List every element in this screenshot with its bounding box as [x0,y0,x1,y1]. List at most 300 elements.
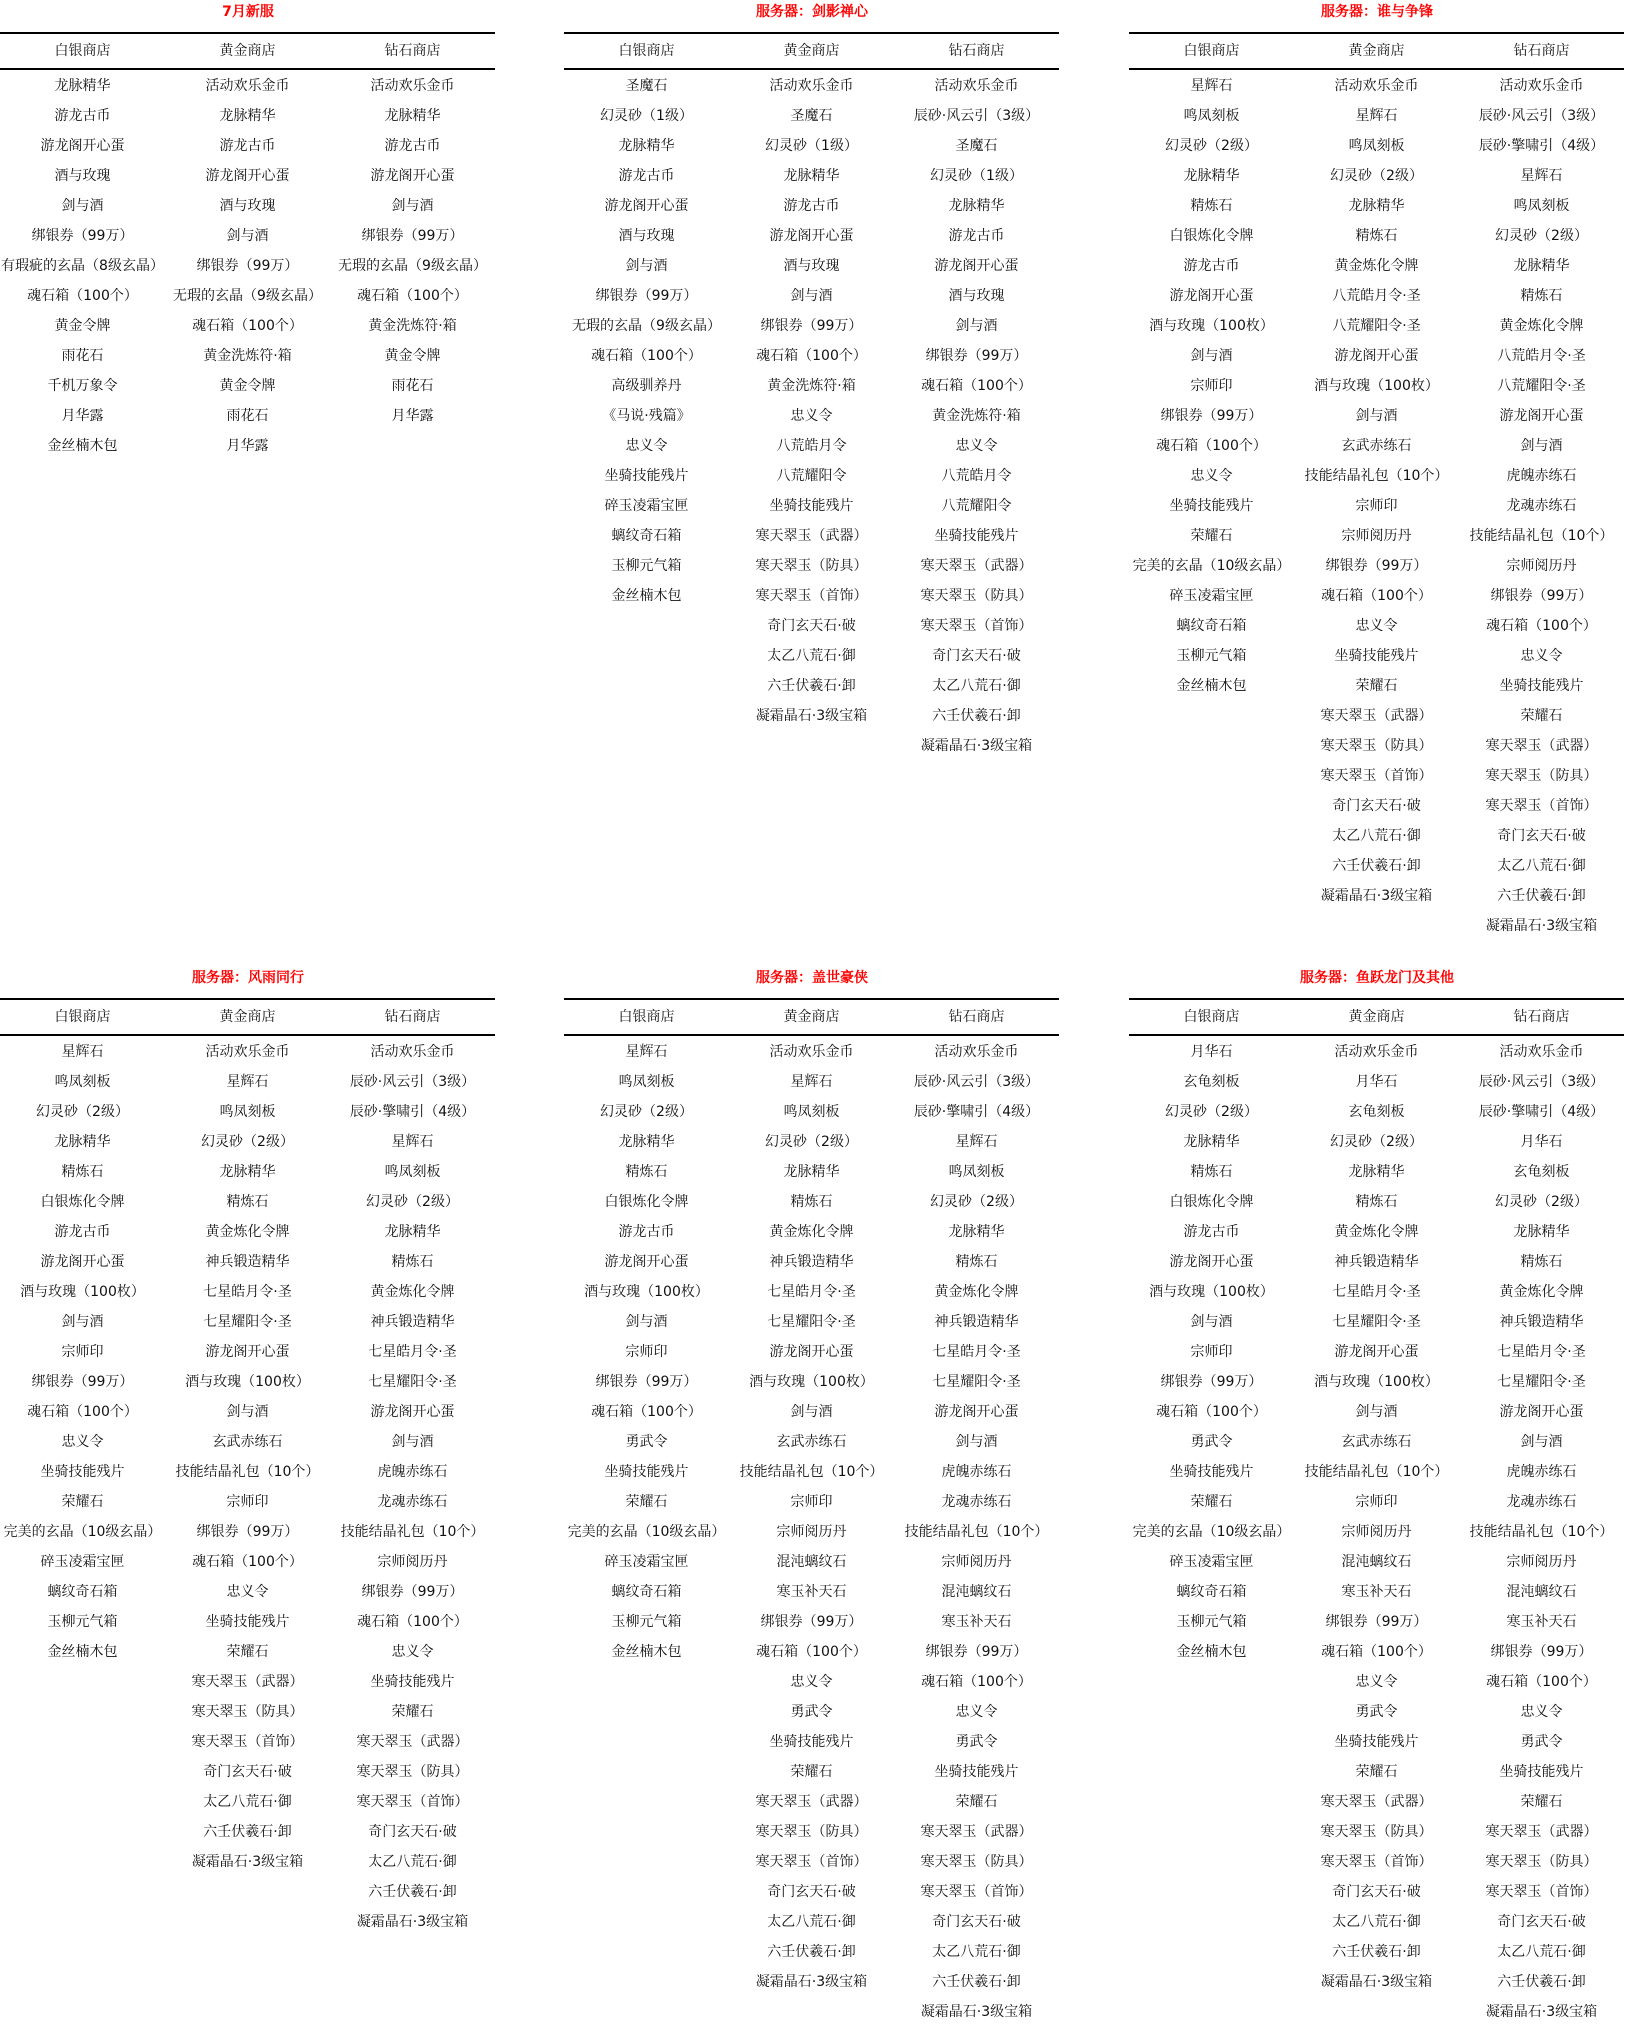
list-item: 寒玉补天石 [776,1584,847,1600]
list-item: 坐骑技能残片 [604,468,689,484]
list-item: 忠义令 [955,1704,998,1720]
list-item: 剑与酒 [1520,438,1563,454]
list-item: 宗师印 [61,1344,104,1360]
list-item: 技能结晶礼包（10个） [175,1464,320,1480]
gold-shop-item-list [1294,70,1459,911]
list-item: 奇门玄天石·破 [1332,1884,1421,1900]
list-item: 完美的玄晶（10级玄晶） [567,1524,726,1540]
list-item: 龙脉精华 [1348,198,1405,214]
list-item: 六壬伏羲石·卸 [932,708,1021,724]
list-item: 太乙八荒石·御 [368,1854,457,1870]
list-item: 六壬伏羲石·卸 [767,1944,856,1960]
gold-shop-column [729,32,894,761]
list-item: 剑与酒 [391,198,434,214]
list-item: 龙脉精华 [54,78,111,94]
list-item: 七星皓月令·圣 [1332,1284,1421,1300]
list-item: 螭纹奇石箱 [611,528,682,544]
list-item: 龙脉精华 [1513,258,1570,274]
list-item: 有瑕疵的玄晶（8级玄晶） [1,258,164,274]
list-item: 鸣凤刻板 [618,1074,675,1090]
list-item: 高级驯养丹 [611,378,682,394]
silver-shop-column [564,998,729,2027]
shop-columns [564,32,1060,761]
list-item: 龙脉精华 [1183,1134,1240,1150]
list-item: 剑与酒 [226,228,269,244]
list-item: 寒玉补天石 [1341,1584,1412,1600]
list-item: 六壬伏羲石·卸 [1332,1944,1421,1960]
list-item: 星辉石 [955,1134,998,1150]
list-item: 雨花石 [61,348,104,364]
list-item: 活动欢乐金币 [934,1044,1019,1060]
list-item: 游龙阁开心蛋 [1169,288,1254,304]
list-item: 魂石箱（100个） [1156,438,1267,454]
list-item: 荣耀石 [1190,528,1233,544]
list-item: 游龙阁开心蛋 [370,168,455,184]
list-item: 游龙阁开心蛋 [934,1404,1019,1420]
list-item: 星辉石 [625,1044,668,1060]
gold-shop-column [729,998,894,2027]
silver-shop-header: 白银商店 [564,998,729,1036]
diamond-shop-column [894,998,1059,2027]
list-item: 坐骑技能残片 [40,1464,125,1480]
list-item: 游龙古币 [948,228,1005,244]
gold-shop-item-list [729,1036,894,1997]
list-item: 七星皓月令·圣 [368,1344,457,1360]
silver-shop-item-list [564,1036,729,1667]
panel-july-new-server [0,2,496,461]
list-item: 寒天翠玉（防具） [755,1824,868,1840]
list-item: 忠义令 [1355,1674,1398,1690]
list-item: 玄武赤练石 [1341,1434,1412,1450]
list-item: 精炼石 [1355,1194,1398,1210]
list-item: 玄武赤练石 [776,1434,847,1450]
list-item: 黄金洗炼符·箱 [767,378,856,394]
list-item: 龙脉精华 [1513,1224,1570,1240]
list-item: 剑与酒 [1520,1434,1563,1450]
silver-shop-column [1129,998,1294,2027]
list-item: 剑与酒 [61,1314,104,1330]
list-item: 混沌螭纹石 [941,1584,1012,1600]
list-item: 七星皓月令·圣 [1497,1344,1586,1360]
list-item: 魂石箱（100个） [1156,1404,1267,1420]
diamond-shop-item-list [330,70,495,431]
list-item: 七星耀阳令·圣 [1332,1314,1421,1330]
list-item: 寒天翠玉（防具） [1485,1854,1598,1870]
gold-shop-column [1294,998,1459,2027]
list-item: 鸣凤刻板 [54,1074,111,1090]
gold-shop-column [1294,32,1459,941]
list-item: 酒与玫瑰 [219,198,276,214]
list-item: 黄金洗炼符·箱 [368,318,457,334]
list-item: 游龙古币 [1183,258,1240,274]
list-item: 寒天翠玉（防具） [1320,1824,1433,1840]
list-item: 魂石箱（100个） [591,348,702,364]
diamond-shop-item-list [1459,70,1624,941]
list-item: 寒天翠玉（武器） [1485,738,1598,754]
list-item: 酒与玫瑰（100枚） [1314,378,1439,394]
list-item: 幻灵砂（2级） [1495,228,1588,244]
list-item: 太乙八荒石·御 [767,1914,856,1930]
list-item: 剑与酒 [955,1434,998,1450]
list-item: 宗师印 [226,1494,269,1510]
diamond-shop-header: 钻石商店 [1459,998,1624,1036]
silver-shop-item-list [1129,70,1294,701]
list-item: 魂石箱（100个） [756,348,867,364]
list-item: 黄金令牌 [54,318,111,334]
list-item: 技能结晶礼包（10个） [1304,1464,1449,1480]
list-item: 坐骑技能残片 [1499,1764,1584,1780]
list-item: 月华露 [61,408,104,424]
list-item: 八荒耀阳令·圣 [1497,378,1586,394]
list-item: 寒玉补天石 [941,1614,1012,1630]
list-item: 玄龟刻板 [1513,1164,1570,1180]
list-item: 忠义令 [1190,468,1233,484]
list-item: 星辉石 [790,1074,833,1090]
list-item: 荣耀石 [1355,678,1398,694]
panel-server-shui-yu-zhengfeng [1129,2,1625,941]
list-item: 寒天翠玉（武器） [1485,1824,1598,1840]
list-item: 绑银券（99万） [31,1374,134,1390]
list-item: 《马说·残篇》 [602,408,691,424]
list-item: 魂石箱（100个） [921,1674,1032,1690]
list-item: 无瑕的玄晶（9级玄晶） [572,318,721,334]
list-item: 黄金洗炼符·箱 [932,408,1021,424]
list-item: 黄金炼化令牌 [1334,258,1419,274]
silver-shop-header: 白银商店 [564,32,729,70]
list-item: 凝霜晶石·3级宝箱 [1485,918,1598,934]
panel-title: 服务器：风雨同行 [192,970,304,986]
list-item: 雨花石 [391,378,434,394]
list-item: 精炼石 [1190,1164,1233,1180]
silver-shop-item-list [0,70,165,461]
diamond-shop-column [330,32,495,461]
silver-shop-column [0,998,165,1937]
list-item: 魂石箱（100个） [1486,618,1597,634]
list-item: 活动欢乐金币 [934,78,1019,94]
list-item: 凝霜晶石·3级宝箱 [356,1914,469,1930]
list-item: 忠义令 [790,408,833,424]
list-item: 六壬伏羲石·卸 [1332,858,1421,874]
list-item: 星辉石 [226,1074,269,1090]
list-item: 幻灵砂（2级） [1495,1194,1588,1210]
list-item: 凝霜晶石·3级宝箱 [1320,888,1433,904]
list-item: 七星皓月令·圣 [203,1284,292,1300]
list-item: 龙脉精华 [384,108,441,124]
list-item: 辰砂·擎啸引（4级） [349,1104,476,1120]
list-item: 游龙阁开心蛋 [769,1344,854,1360]
list-item: 荣耀石 [1520,1794,1563,1810]
list-item: 寒天翠玉（防具） [920,1854,1033,1870]
list-item: 黄金洗炼符·箱 [203,348,292,364]
list-item: 剑与酒 [1190,1314,1233,1330]
silver-shop-header: 白银商店 [1129,32,1294,70]
list-item: 鸣凤刻板 [1513,198,1570,214]
shop-columns [0,998,496,1937]
list-item: 雨花石 [226,408,269,424]
panel-server-yuyue-longmen [1129,968,1625,2027]
diamond-shop-header: 钻石商店 [330,32,495,70]
list-item: 宗师印 [1190,378,1233,394]
list-item: 虎魄赤练石 [377,1464,448,1480]
list-item: 六壬伏羲石·卸 [767,678,856,694]
gold-shop-header: 黄金商店 [1294,998,1459,1036]
list-item: 寒天翠玉（首饰） [920,1884,1033,1900]
list-item: 寒天翠玉（武器） [1320,1794,1433,1810]
list-item: 寒天翠玉（首饰） [755,1854,868,1870]
diamond-shop-header: 钻石商店 [894,32,1059,70]
list-item: 玉柳元气箱 [1176,648,1247,664]
list-item: 荣耀石 [1520,708,1563,724]
list-item: 圣魔石 [790,108,833,124]
list-item: 活动欢乐金币 [1499,1044,1584,1060]
list-item: 活动欢乐金币 [1334,78,1419,94]
list-item: 游龙阁开心蛋 [769,228,854,244]
list-item: 剑与酒 [955,318,998,334]
panel-server-jianying-chanxin [564,2,1060,761]
list-item: 活动欢乐金币 [1499,78,1584,94]
list-item: 宗师阅历丹 [377,1554,448,1570]
list-item: 幻灵砂（2级） [36,1104,129,1120]
list-item: 黄金炼化令牌 [769,1224,854,1240]
panel-title: 服务器：盖世豪侠 [756,970,868,986]
list-item: 寒天翠玉（武器） [356,1734,469,1750]
list-item: 游龙阁开心蛋 [934,258,1019,274]
list-item: 圣魔石 [955,138,998,154]
list-item: 活动欢乐金币 [370,78,455,94]
silver-shop-item-list [564,70,729,611]
list-item: 游龙古币 [384,138,441,154]
list-item: 奇门玄天石·破 [1497,828,1586,844]
list-item: 绑银券（99万） [1490,588,1593,604]
list-item: 剑与酒 [391,1434,434,1450]
list-item: 寒天翠玉（武器） [1320,708,1433,724]
list-item: 鸣凤刻板 [783,1104,840,1120]
list-item: 绑银券（99万） [1490,1644,1593,1660]
list-item: 荣耀石 [391,1704,434,1720]
list-item: 碎玉凌霜宝匣 [1169,1554,1254,1570]
list-item: 游龙阁开心蛋 [205,168,290,184]
list-item: 寒天翠玉（防具） [920,588,1033,604]
list-item: 幻灵砂（2级） [600,1104,693,1120]
list-item: 龙脉精华 [384,1224,441,1240]
list-item: 七星皓月令·圣 [767,1284,856,1300]
list-item: 技能结晶礼包（10个） [1304,468,1449,484]
list-item: 螭纹奇石箱 [1176,1584,1247,1600]
shop-columns [1129,32,1625,941]
list-item: 游龙阁开心蛋 [40,138,125,154]
list-item: 圣魔石 [625,78,668,94]
list-item: 绑银券（99万） [196,258,299,274]
list-item: 坐骑技能残片 [205,1614,290,1630]
list-item: 寒天翠玉（防具） [1485,768,1598,784]
panel-title: 7月新服 [222,4,274,20]
list-item: 游龙阁开心蛋 [1334,348,1419,364]
list-item: 酒与玫瑰 [783,258,840,274]
list-item: 辰砂·风云引（3级） [349,1074,476,1090]
list-item: 鸣凤刻板 [948,1164,1005,1180]
list-item: 幻灵砂（2级） [366,1194,459,1210]
list-item: 八荒皓月令·圣 [1497,348,1586,364]
list-item: 混沌螭纹石 [1506,1584,1577,1600]
list-item: 魂石箱（100个） [357,288,468,304]
list-item: 龙脉精华 [54,1134,111,1150]
list-item: 八荒耀阳令 [776,468,847,484]
list-item: 奇门玄天石·破 [368,1824,457,1840]
list-item: 无瑕的玄晶（9级玄晶） [173,288,322,304]
list-item: 金丝楠木包 [47,438,118,454]
list-item: 魂石箱（100个） [192,318,303,334]
list-item: 绑银券（99万） [925,1644,1028,1660]
list-item: 太乙八荒石·御 [932,1944,1021,1960]
list-item: 神兵锻造精华 [934,1314,1019,1330]
gold-shop-column [165,32,330,461]
list-item: 宗师印 [790,1494,833,1510]
list-item: 凝霜晶石·3级宝箱 [755,1974,868,1990]
list-item: 勇武令 [625,1434,668,1450]
diamond-shop-column [1459,998,1624,2027]
list-item: 寒玉补天石 [1506,1614,1577,1630]
gold-shop-header: 黄金商店 [1294,32,1459,70]
gold-shop-item-list [165,70,330,461]
list-item: 辰砂·风云引（3级） [1478,108,1605,124]
list-item: 勇武令 [790,1704,833,1720]
list-item: 碎玉凌霜宝匣 [604,1554,689,1570]
list-item: 技能结晶礼包（10个） [1469,1524,1614,1540]
list-item: 宗师阅历丹 [941,1554,1012,1570]
list-item: 精炼石 [790,1194,833,1210]
diamond-shop-column [330,998,495,1937]
list-item: 荣耀石 [61,1494,104,1510]
list-item: 酒与玫瑰（100枚） [1149,1284,1274,1300]
list-item: 活动欢乐金币 [370,1044,455,1060]
list-item: 凝霜晶石·3级宝箱 [920,2004,1033,2020]
list-item: 荣耀石 [226,1644,269,1660]
list-item: 绑银券（99万） [31,228,134,244]
list-item: 玉柳元气箱 [611,1614,682,1630]
panel-title: 服务器：鱼跃龙门及其他 [1300,970,1454,986]
list-item: 绑银券（99万） [1325,558,1428,574]
list-item: 黄金炼化令牌 [205,1224,290,1240]
shop-columns [0,32,496,461]
list-item: 幻灵砂（2级） [201,1134,294,1150]
list-item: 七星耀阳令·圣 [203,1314,292,1330]
list-item: 完美的玄晶（10级玄晶） [1132,1524,1291,1540]
list-item: 龙脉精华 [618,1134,675,1150]
list-item: 七星皓月令·圣 [932,1344,1021,1360]
list-item: 太乙八荒石·御 [1332,828,1421,844]
gold-shop-item-list [1294,1036,1459,1997]
list-item: 寒天翠玉（首饰） [920,618,1033,634]
list-item: 混沌螭纹石 [776,1554,847,1570]
list-item: 凝霜晶石·3级宝箱 [920,738,1033,754]
list-item: 宗师阅历丹 [1506,1554,1577,1570]
list-item: 剑与酒 [790,288,833,304]
list-item: 游龙阁开心蛋 [205,1344,290,1360]
list-item: 七星耀阳令·圣 [368,1374,457,1390]
list-item: 剑与酒 [1355,408,1398,424]
list-item: 游龙阁开心蛋 [1169,1254,1254,1270]
list-item: 千机万象令 [47,378,118,394]
list-item: 太乙八荒石·御 [1497,1944,1586,1960]
list-item: 螭纹奇石箱 [1176,618,1247,634]
list-item: 技能结晶礼包（10个） [1469,528,1614,544]
list-item: 绑银券（99万） [760,1614,863,1630]
list-item: 六壬伏羲石·卸 [368,1884,457,1900]
list-item: 六壬伏羲石·卸 [1497,888,1586,904]
list-item: 辰砂·风云引（3级） [1478,1074,1605,1090]
list-item: 太乙八荒石·御 [932,678,1021,694]
list-item: 寒天翠玉（首饰） [356,1794,469,1810]
list-item: 荣耀石 [790,1764,833,1780]
list-item: 神兵锻造精华 [370,1314,455,1330]
list-item: 宗师阅历丹 [1506,558,1577,574]
gold-shop-item-list [729,70,894,731]
list-item: 忠义令 [1520,648,1563,664]
list-item: 太乙八荒石·御 [1497,858,1586,874]
list-item: 荣耀石 [955,1794,998,1810]
list-item: 寒天翠玉（首饰） [755,588,868,604]
panel-title: 服务器：谁与争锋 [1321,4,1433,20]
list-item: 幻灵砂（2级） [1165,138,1258,154]
list-item: 螭纹奇石箱 [47,1584,118,1600]
list-item: 坐骑技能残片 [1334,648,1419,664]
gold-shop-column [165,998,330,1937]
list-item: 神兵锻造精华 [1499,1314,1584,1330]
diamond-shop-item-list [1459,1036,1624,2027]
list-item: 玉柳元气箱 [611,558,682,574]
list-item: 龙魂赤练石 [1506,1494,1577,1510]
list-item: 辰砂·擎啸引（4级） [1478,138,1605,154]
list-item: 魂石箱（100个） [1321,588,1432,604]
list-item: 精炼石 [625,1164,668,1180]
list-item: 精炼石 [1355,228,1398,244]
shop-columns [1129,998,1625,2027]
silver-shop-header: 白银商店 [0,998,165,1036]
list-item: 白银炼化令牌 [604,1194,689,1210]
gold-shop-header: 黄金商店 [165,32,330,70]
list-item: 八荒皓月令 [941,468,1012,484]
list-item: 游龙阁开心蛋 [1499,1404,1584,1420]
list-item: 游龙阁开心蛋 [40,1254,125,1270]
list-item: 鸣凤刻板 [1183,108,1240,124]
list-item: 魂石箱（100个） [591,1404,702,1420]
list-item: 活动欢乐金币 [769,1044,854,1060]
list-item: 技能结晶礼包（10个） [739,1464,884,1480]
list-item: 月华露 [226,438,269,454]
list-item: 忠义令 [391,1644,434,1660]
list-item: 神兵锻造精华 [205,1254,290,1270]
list-item: 幻灵砂（1级） [600,108,693,124]
list-item: 月华石 [1190,1044,1233,1060]
diamond-shop-item-list [894,70,1059,761]
list-item: 魂石箱（100个） [921,378,1032,394]
list-item: 玄武赤练石 [1341,438,1412,454]
list-item: 太乙八荒石·御 [1332,1914,1421,1930]
list-item: 黄金炼化令牌 [1499,1284,1584,1300]
list-item: 坐骑技能残片 [370,1674,455,1690]
list-item: 精炼石 [955,1254,998,1270]
list-item: 酒与玫瑰 [948,288,1005,304]
list-item: 白银炼化令牌 [1169,1194,1254,1210]
gold-shop-header: 黄金商店 [729,32,894,70]
list-item: 混沌螭纹石 [1341,1554,1412,1570]
list-item: 凝霜晶石·3级宝箱 [1485,2004,1598,2020]
list-item: 酒与玫瑰（100枚） [185,1374,310,1390]
list-item: 寒天翠玉（首饰） [191,1734,304,1750]
list-item: 八荒耀阳令·圣 [1332,318,1421,334]
silver-shop-item-list [0,1036,165,1667]
list-item: 荣耀石 [1190,1494,1233,1510]
